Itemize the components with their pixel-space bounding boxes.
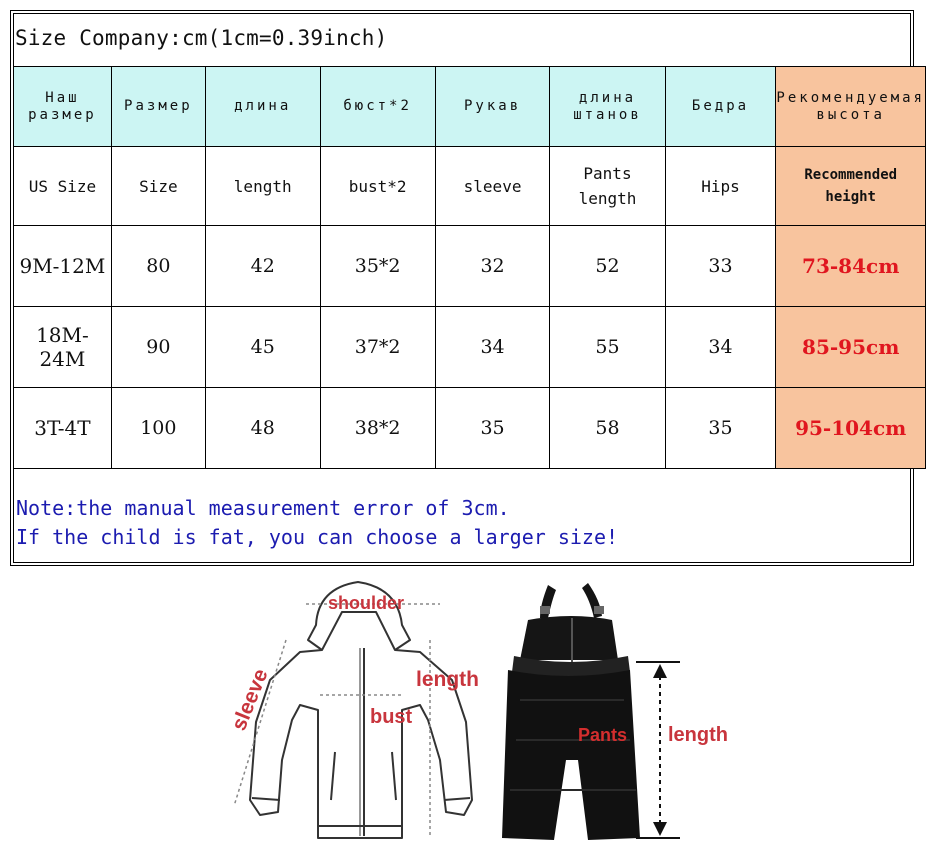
table-row — [14, 388, 926, 469]
cell-recommended-height: 95-104cm — [776, 388, 926, 469]
header-ru-cell-recommended: Рекомендуемая высота — [776, 67, 926, 147]
header-ru-cell: Бедра — [665, 67, 776, 147]
header-ru-cell: длина — [205, 67, 320, 147]
snow-pants-icon — [502, 583, 640, 840]
label-sleeve: sleeve — [227, 665, 273, 734]
cell-size: 80 — [111, 226, 205, 307]
cell-length: 42 — [205, 226, 320, 307]
cell-sleeve: 34 — [435, 307, 550, 388]
cell-us-size: 18M-24M — [14, 307, 112, 388]
cell-length: 45 — [205, 307, 320, 388]
cell-pants-length: 55 — [550, 307, 665, 388]
cell-recommended-height: 85-95cm — [776, 307, 926, 388]
header-en-cell: Pants length — [550, 147, 665, 226]
cell-bust: 38*2 — [320, 388, 435, 469]
measurement-diagram — [0, 570, 926, 855]
note-line-1: Note:the manual measurement error of 3cm. — [16, 496, 510, 520]
label-pants-length: length — [668, 724, 728, 746]
measurement-note — [16, 494, 618, 552]
table-row — [14, 307, 926, 388]
header-ru-cell: бюст*2 — [320, 67, 435, 147]
size-chart-title: Size Company:cm(1cm=0.39inch) — [15, 26, 388, 50]
cell-pants-length: 52 — [550, 226, 665, 307]
cell-recommended-height: 73-84cm — [776, 226, 926, 307]
cell-bust: 37*2 — [320, 307, 435, 388]
header-en-cell: Hips — [665, 147, 776, 226]
cell-hips: 33 — [665, 226, 776, 307]
header-ru-cell: Наш размер — [14, 67, 112, 147]
header-row-russian — [14, 67, 926, 147]
cell-bust: 35*2 — [320, 226, 435, 307]
cell-sleeve: 35 — [435, 388, 550, 469]
header-en-cell: US Size — [14, 147, 112, 226]
note-line-2: If the child is fat, you can choose a larger size! — [16, 525, 619, 549]
size-table — [13, 66, 926, 469]
header-ru-cell: Размер — [111, 67, 205, 147]
label-shoulder: shoulder — [328, 593, 405, 613]
cell-us-size: 9M-12M — [14, 226, 112, 307]
label-bust: bust — [370, 706, 413, 728]
length-arrow-icon — [636, 662, 680, 838]
header-en-cell: Size — [111, 147, 205, 226]
cell-size: 90 — [111, 307, 205, 388]
header-ru-cell: Рукав — [435, 67, 550, 147]
cell-size: 100 — [111, 388, 205, 469]
jacket-outline-icon — [250, 582, 472, 838]
label-pants: Pants — [578, 725, 628, 745]
header-en-cell: bust*2 — [320, 147, 435, 226]
cell-sleeve: 32 — [435, 226, 550, 307]
table-row — [14, 226, 926, 307]
cell-length: 48 — [205, 388, 320, 469]
header-en-cell: length — [205, 147, 320, 226]
header-en-cell: sleeve — [435, 147, 550, 226]
header-en-cell-recommended: Recommended height — [776, 147, 926, 226]
label-length: length — [416, 668, 479, 691]
cell-hips: 34 — [665, 307, 776, 388]
cell-hips: 35 — [665, 388, 776, 469]
header-ru-cell: длина штанов — [550, 67, 665, 147]
cell-pants-length: 58 — [550, 388, 665, 469]
header-row-english — [14, 147, 926, 226]
cell-us-size: 3T-4T — [14, 388, 112, 469]
